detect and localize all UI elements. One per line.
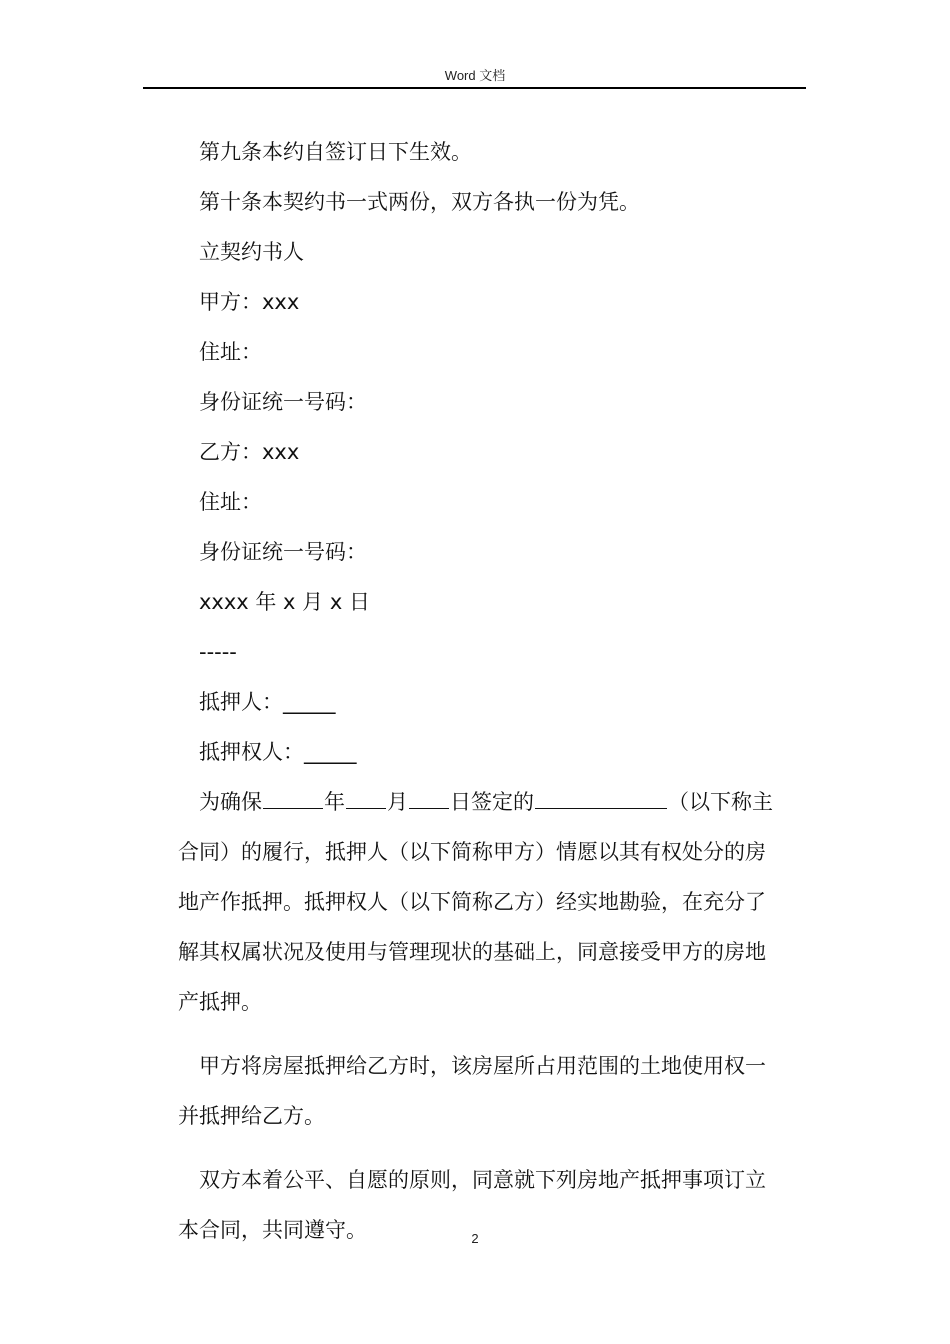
- clause-ten: 第十条本契约书一式两份，双方各执一份为凭。: [199, 190, 640, 214]
- paragraph-purpose-line-4: 解其权属状况及使用与管理现状的基础上，同意接受甲方的房地: [178, 940, 766, 964]
- text-segment: 日签定的: [450, 790, 534, 814]
- party-a: 甲方：xxx: [199, 290, 300, 314]
- text-segment: （以下称主: [668, 790, 773, 814]
- party-b-id: 身份证统一号码：: [199, 540, 367, 564]
- paragraph-land-line-2: 并抵押给乙方。: [178, 1104, 325, 1128]
- mortgagor: 抵押人：_____: [199, 690, 336, 714]
- paragraph-purpose-line-3: 地产作抵押。抵押权人（以下简称乙方）经实地勘验，在充分了: [178, 890, 766, 914]
- document-body: [178, 127, 808, 1255]
- party-b-address: 住址：: [199, 490, 262, 514]
- text-segment: 月: [387, 790, 408, 814]
- text-segment: 年: [324, 790, 345, 814]
- text-segment: 为确保: [199, 790, 262, 814]
- party-a-address: 住址：: [199, 340, 262, 364]
- paragraph-agreement-line-2: 本合同，共同遵守。: [178, 1218, 367, 1242]
- header-title: Word 文档: [444, 68, 506, 83]
- page-number: 2: [471, 1231, 479, 1246]
- paragraph-purpose-line-5: 产抵押。: [178, 990, 262, 1014]
- blank-line: [346, 807, 386, 809]
- blank-line: [535, 807, 667, 809]
- party-b: 乙方：xxx: [199, 440, 300, 464]
- paragraph-gap: [178, 1141, 808, 1155]
- party-a-id: 身份证统一号码：: [199, 390, 367, 414]
- paragraph-purpose-line-1: [178, 777, 808, 827]
- blank-line: [409, 807, 449, 809]
- paragraph-agreement-line-1: 双方本着公平、自愿的原则，同意就下列房地产抵押事项订立: [199, 1168, 766, 1192]
- paragraph-land-line-1: 甲方将房屋抵押给乙方时，该房屋所占用范围的土地使用权一: [199, 1054, 766, 1078]
- blank-line: [263, 807, 323, 809]
- signatories-heading: 立契约书人: [199, 240, 304, 264]
- sign-date: xxxx 年 x 月 x 日: [199, 590, 370, 614]
- mortgagee: 抵押权人：_____: [199, 740, 357, 764]
- paragraph-gap: [178, 1027, 808, 1041]
- paragraph-purpose-line-2: 合同）的履行，抵押人（以下简称甲方）情愿以其有权处分的房: [178, 840, 766, 864]
- clause-nine: 第九条本约自签订日下生效。: [199, 140, 472, 164]
- separator-dashes: -----: [199, 640, 237, 664]
- header-rule: [143, 87, 806, 89]
